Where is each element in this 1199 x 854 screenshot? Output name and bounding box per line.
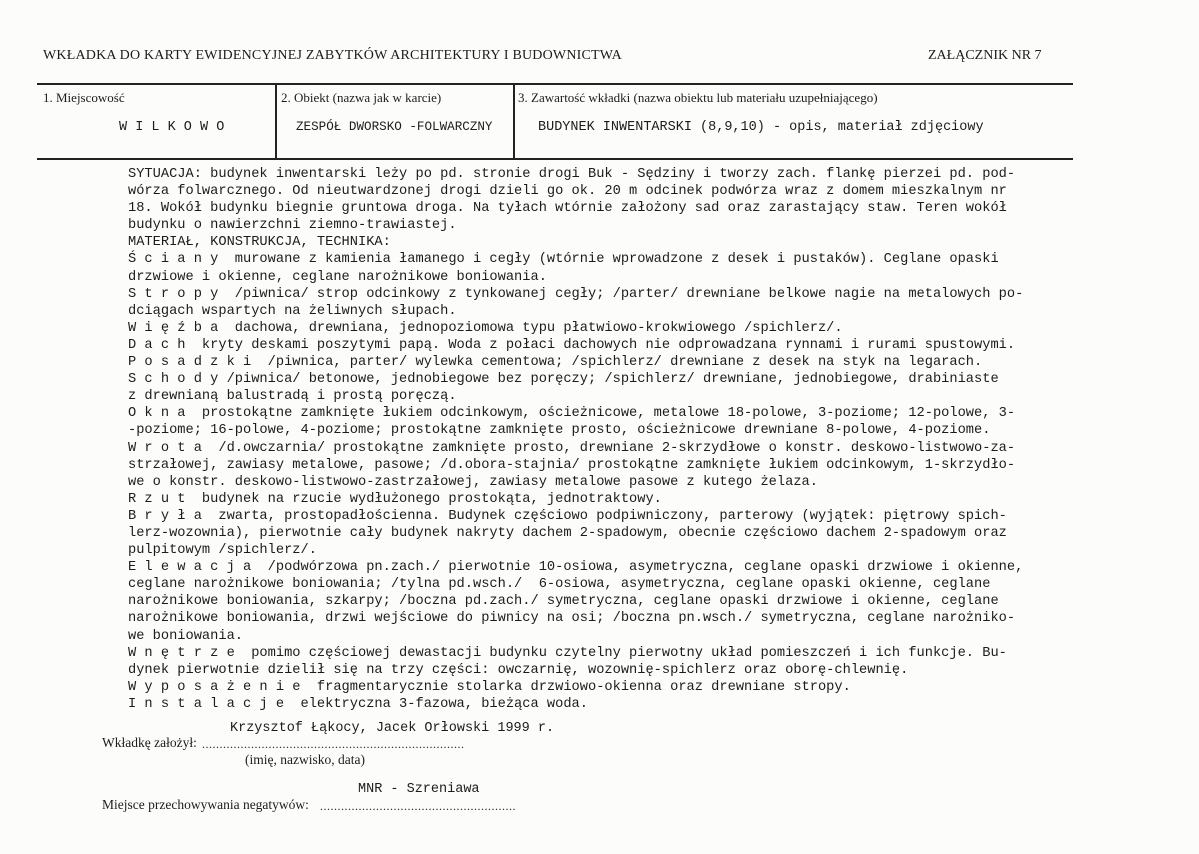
description-line: -poziome; 16-polowe, 4-poziome; prostokątne zamknięte prosto, ościeżnicowe drewniane 8-polowe, 4-poziome.	[128, 423, 991, 439]
negatives-label: Miejsce przechowywania negatywów:	[102, 797, 309, 812]
contents-label: 3. Zawartość wkładki (nazwa obiektu lub materiału uzupełniającego)	[518, 90, 878, 105]
table-divider-2	[513, 83, 515, 159]
name-caption: (imię, nazwisko, data)	[245, 752, 365, 767]
description-line: R z u t budynek na rzucie wydłużonego prostokąta, jednotraktowy.	[128, 491, 662, 507]
description-line: S c h o d y /piwnica/ betonowe, jednobiegowe bez poręczy; /spichlerz/ drewniane, jednobiegowe, drabiniaste	[128, 372, 999, 388]
table-divider-1	[275, 83, 277, 159]
locality-label: 1. Miejscowość	[43, 90, 125, 105]
form-title: WKŁADKA DO KARTY EWIDENCYJNEJ ZABYTKÓW ARCHITEKTURY I BUDOWNICTWA	[43, 48, 622, 63]
description-text	[128, 166, 1058, 713]
description-line: 18. Wokół budynku biegnie gruntowa droga. Na tyłach wtórnie założony sad oraz zarastający staw. Teren wokół	[128, 201, 1007, 217]
description-line: narożnikowe boniowania, szkarpy; /boczna pd.zach./ symetryczna, ceglane opaski drzwiowe i okienne, ceglane	[128, 594, 999, 610]
prepared-by-dotted-line: ...........................................................................	[202, 737, 465, 751]
storage-location: MNR - Szreniawa	[358, 782, 480, 797]
description-line: D a c h kryty deskami poszytymi papą. Woda z połaci dachowych nie odprowadzana rynnami i rurami spustowymi.	[128, 337, 1016, 353]
description-line: drzwiowe i okienne, ceglane narożnikowe boniowania.	[128, 269, 547, 285]
description-line: MATERIAŁ, KONSTRUKCJA, TECHNIKA:	[128, 235, 391, 251]
description-line: narożnikowe boniowania, drzwi wejściowe do piwnicy na osi; /boczna pn.wsch./ symetryczna, ceglane narożniko-	[128, 611, 1016, 627]
description-line: W r o t a /d.owczarnia/ prostokątne zamknięte prosto, drewniane 2-skrzydłowe o konstr. deskowo-listwowo-za-	[128, 440, 1016, 456]
description-line: O k n a prostokątne zamknięte łukiem odcinkowym, ościeżnicowe, metalowe 18-polowe, 3-poziome; 12-polowe, 3-	[128, 406, 1016, 422]
object-value: ZESPÓŁ DWORSKO -FOLWARCZNY	[296, 120, 493, 134]
description-line: Ś c i a n y murowane z kamienia łamanego i cegły (wtórnie wprowadzone z desek i pustaków). Ceglane opaski	[128, 252, 999, 268]
description-line: lerz-wozownia), pierwotnie cały budynek nakryty dachem 2-spadowym, obecnie częściowo dachem 2-spadowym oraz	[128, 525, 1007, 541]
description-line: z drewnianą balustradą i prostą poręczą.	[128, 389, 457, 405]
object-label: 2. Obiekt (nazwa jak w karcie)	[281, 90, 442, 105]
locality-value: W I L K O W O	[119, 120, 225, 135]
description-line: strzałowej, zawiasy metalowe, pasowe; /d.obora-stajnia/ prostokątne zamknięte łukiem odcinkowym, 1-skrzydło-	[128, 457, 1016, 473]
contents-value: BUDYNEK INWENTARSKI (8,9,10) - opis, materiał zdjęciowy	[538, 120, 984, 135]
description-line: we boniowania.	[128, 628, 243, 644]
description-line: P o s a d z k i /piwnica, parter/ wylewka cementowa; /spichlerz/ drewniane z desek na styk na legarach.	[128, 355, 983, 371]
description-line: we o konstr. deskowo-listwowo-zastrzałowej, zawiasy metalowe pasowe z kutego żelaza.	[128, 474, 818, 490]
table-top-rule	[37, 83, 1073, 85]
description-line: SYTUACJA: budynek inwentarski leży po pd. stronie drogi Buk - Sędziny i tworzy zach. flankę pierzei pd. pod-	[128, 167, 1016, 182]
table-bottom-rule	[37, 158, 1073, 160]
description-line: E l e w a c j a /podwórzowa pn.zach./ pierwotnie 10-osiowa, asymetryczna, ceglane opaski drzwiowe i okienne,	[128, 560, 1024, 576]
description-line: ceglane narożnikowe boniowania; /tylna pd.wsch./ 6-osiowa, asymetryczna, ceglane opaski okienne, ceglane	[128, 577, 991, 593]
description-line: S t r o p y /piwnica/ strop odcinkowy z tynkowanej cegły; /parter/ drewniane belkowe nagie na metalowych po-	[128, 286, 1024, 302]
prepared-by-label: Wkładkę założył:	[102, 735, 197, 750]
attachment-number: ZAŁĄCZNIK NR 7	[928, 48, 1042, 63]
description-line: dciągach wspartych na żeliwnych słupach.	[128, 303, 457, 319]
description-line: B r y ł a zwarta, prostopadłościenna. Budynek częściowo podpiwniczony, parterowy (wyjątek: piętrowy spich-	[128, 508, 1007, 524]
description-line: W i ę ź b a dachowa, drewniana, jednopoziomowa typu płatwiowo-krokwiowego /spichlerz/.	[128, 320, 843, 336]
description-line: W y p o s a ż e n i e fragmentarycznie stolarka drzwiowo-okienna oraz drewniane stropy.	[128, 679, 851, 695]
negatives-dotted-line: ........................................................	[320, 799, 516, 813]
description-line: I n s t a l a c j e elektryczna 3-fazowa, bieżąca woda.	[128, 696, 588, 712]
description-line: pulpitowym /spichlerz/.	[128, 543, 317, 559]
description-line: wórza folwarcznego. Od nieutwardzonej drogi dzieli go ok. 20 m odcinek podwórza wraz z domem mieszkalnym nr	[128, 184, 1007, 200]
description-line: W n ę t r z e pomimo częściowej dewastacji budynku czytelny pierwotny układ pomieszczeń i ich funkcje. Bu-	[128, 645, 1007, 661]
description-line: dynek pierwotnie dzielił się na trzy części: owczarnię, wozownię-spichlerz oraz oborę-chlewnię.	[128, 662, 909, 678]
description-line: budynku o nawierzchni ziemno-trawiastej.	[128, 218, 457, 234]
authors-signature: Krzysztof Łąkocy, Jacek Orłowski 1999 r.	[230, 721, 555, 736]
